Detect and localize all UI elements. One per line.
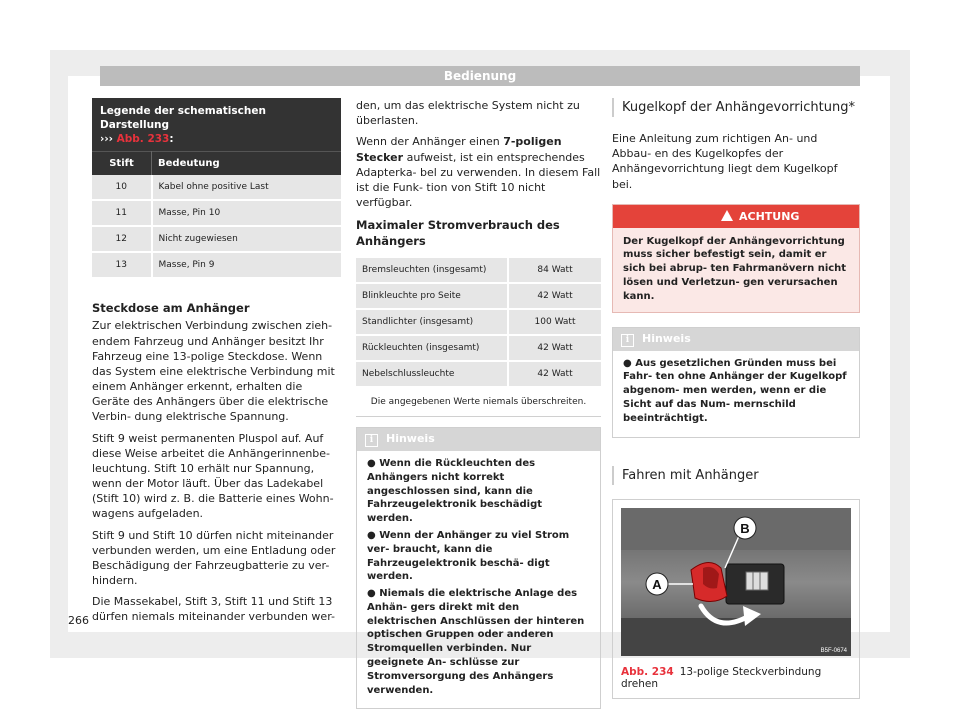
column-right: [612, 98, 860, 699]
hinweis-item-text: Aus gesetzlichen Gründen muss bei Fahr- ten ohne Anhänger der Kugelkopf abgenom- men werden, wenn er die Sicht auf das Num- mernschild beeinträchtigt.: [623, 357, 847, 424]
hinweis-title: Hinweis: [386, 431, 435, 445]
figure-caption: [621, 666, 851, 690]
cell-value: 100 Watt: [508, 309, 601, 335]
table-row: [356, 258, 601, 283]
hinweis-item: ● Aus gesetzlichen Gründen muss bei Fahr- ten ohne Anhänger der Kugelkopf abgenom- men werden, wenn er die Sicht auf das Num- mernschild beeinträchtigt.: [623, 357, 847, 424]
verbrauch-heading: Maximaler Stromverbrauch des Anhängers: [356, 218, 560, 249]
cell-value: 42 Watt: [508, 335, 601, 361]
page-number: 266: [68, 614, 89, 627]
legend-ref-suffix: :: [169, 133, 174, 146]
cell-bedeutung: Masse, Pin 9: [152, 252, 342, 278]
figure-code: B5F-0674: [820, 647, 847, 654]
achtung-box: [612, 204, 860, 313]
legend-figure-link[interactable]: Abb. 233: [116, 133, 170, 146]
column-middle: [356, 98, 601, 709]
hinweis-item-text: Wenn die Rückleuchten des Anhängers nicht korrekt angeschlossen sind, kann die Fahrzeugelektronik beschädigt werden.: [367, 457, 543, 525]
kugelkopf-text: Eine Anleitung zum richtigen An- und Abbau- en des Kugelkopfes der Anhängevorrichtung liegt dem Kugelkopf bei.: [612, 132, 838, 191]
achtung-text: Der Kugelkopf der Anhängevorrichtung muss sicher befestigt sein, damit er sich bei abrup- ten Fahrmanövern nicht lösen und Verletzun- gen verursachen kann.: [623, 235, 847, 302]
table-row: [356, 309, 601, 335]
table-row: [92, 226, 341, 252]
cell-label: Bremsleuchten (insgesamt): [356, 258, 508, 283]
hinweis-header: [357, 428, 600, 451]
legend-title: Legende der schematischen Darstellung: [100, 105, 266, 132]
table-row: [92, 252, 341, 278]
hinweis-box: [612, 327, 860, 438]
hinweis-item: ● Wenn der Anhänger zu viel Strom ver- braucht, kann die Fahrzeugelektronik beschä- digt werden.: [367, 529, 570, 583]
legend-ref-prefix: ›››: [100, 133, 113, 146]
paragraph: den, um das elektrische System nicht zu überlasten.: [356, 99, 580, 128]
cell-stift: 12: [92, 226, 152, 252]
warning-icon: [721, 210, 733, 221]
figure-caption-text: 13-polige Steckverbindung drehen: [621, 665, 822, 690]
hinweis-body: [357, 451, 600, 709]
legend-title-block: [92, 98, 341, 151]
cell-stift: 13: [92, 252, 152, 278]
paragraph: [356, 134, 601, 210]
table-row: [356, 361, 601, 387]
hinweis-title: Hinweis: [642, 331, 691, 345]
page-header: Bedienung: [100, 66, 860, 86]
figure-box: [612, 499, 860, 699]
paragraph-text: Wenn der Anhänger einen: [356, 135, 504, 149]
hinweis-body: [613, 351, 859, 437]
cell-bedeutung: Nicht zugewiesen: [152, 226, 342, 252]
steckdose-heading: Steckdose am Anhänger: [92, 300, 250, 315]
achtung-header: [613, 205, 859, 228]
cell-label: Blinkleuchte pro Seite: [356, 283, 508, 309]
column-left: [92, 98, 341, 631]
col-header-stift: Stift: [92, 151, 152, 175]
table-row: [356, 335, 601, 361]
hinweis-header: [613, 328, 859, 351]
bold-term: 7-poligen Stecker: [356, 135, 562, 164]
cell-value: 84 Watt: [508, 258, 601, 283]
paragraph-text: aufweist, ist ein entsprechendes Adapterka- bel zu verwenden. In diesem Fall ist die Funk- tion von Stift 10 nicht verfügbar.: [356, 150, 601, 210]
cell-label: Nebelschlussleuchte: [356, 361, 508, 387]
hinweis-item: ● Niemals die elektrische Anlage des Anhän- gers direkt mit den elektrischen Anschlüssen der hinteren optischen Gruppen oder anderen Stromquellen verbinden. Nur geeignete An- schlüsse zur Stromversorgung des Anhängers verwenden.: [367, 588, 585, 696]
cell-stift: 11: [92, 200, 152, 226]
table-note: Die angegebenen Werte niemals überschreiten.: [356, 388, 601, 417]
label-a: A: [652, 576, 662, 592]
label-b: B: [740, 520, 750, 536]
kugelkopf-title: Kugelkopf der Anhängevorrichtung*: [612, 98, 860, 117]
cell-value: 42 Watt: [508, 283, 601, 309]
achtung-title: ACHTUNG: [739, 209, 800, 223]
cell-bedeutung: Masse, Pin 10: [152, 200, 342, 226]
table-row: [92, 200, 341, 226]
middle-text: [356, 98, 601, 250]
cell-value: 42 Watt: [508, 361, 601, 387]
paragraph: Stift 9 weist permanenten Pluspol auf. Auf diese Weise arbeitet die Anhängerinnenbe- leuchtung. Stift 10 erhält nur Spannung, wenn der Motor läuft. Über das Ladekabel (Stift 10) wird z. B. die Batterie eines Wohn- wagens aufgeladen.: [92, 431, 334, 521]
hinweis-item-text: Niemals die elektrische Anlage des Anhän- gers direkt mit den elektrischen Anschlüssen der hinteren optischen Gruppen oder anderen Stromquellen verbinden. Nur geeignete An- schlüsse zur Stromversorgung des Anhängers verwenden.: [367, 588, 585, 696]
table-row: [356, 283, 601, 309]
paragraph: Die Massekabel, Stift 3, Stift 11 und Stift 13 dürfen niemals miteinander verbunden wer-: [92, 595, 335, 624]
cell-label: Standlichter (insgesamt): [356, 309, 508, 335]
legend-table: [92, 151, 341, 279]
hinweis-item: ● Wenn die Rückleuchten des Anhängers nicht korrekt angeschlossen sind, kann die Fahrzeugelektronik beschädigt werden.: [367, 457, 543, 525]
hinweis-item-text: Wenn der Anhänger zu viel Strom ver- braucht, kann die Fahrzeugelektronik beschä- digt werden.: [367, 529, 570, 583]
figure-ref: Abb. 234: [621, 665, 674, 678]
cell-stift: 10: [92, 175, 152, 200]
hinweis-box: [356, 427, 601, 709]
verbrauch-table: [356, 258, 601, 388]
table-row: [92, 175, 341, 200]
fahren-title: Fahren mit Anhänger: [612, 466, 860, 485]
cell-bedeutung: Kabel ohne positive Last: [152, 175, 342, 200]
steckdose-section: [92, 301, 341, 625]
paragraph: Stift 9 und Stift 10 dürfen nicht miteinander verbunden werden, um eine Entladung oder Beschädigung der Fahrzeugbatterie zu ver- hindern.: [92, 528, 336, 588]
cell-label: Rückleuchten (insgesamt): [356, 335, 508, 361]
figure-image: [621, 508, 851, 656]
info-icon: i: [621, 334, 634, 347]
paragraph: Zur elektrischen Verbindung zwischen zieh- endem Fahrzeug und Anhänger besitzt Ihr Fahrzeug eine 13-polige Steckdose. Wenn das System eine elektrische Verbindung mit einem Anhänger erkennt, erhalten die Geräte des Anhängers über die elektrische Verbin- dung elektrische Spannung.: [92, 319, 335, 424]
info-icon: i: [365, 434, 378, 447]
col-header-bedeutung: Bedeutung: [152, 151, 342, 175]
